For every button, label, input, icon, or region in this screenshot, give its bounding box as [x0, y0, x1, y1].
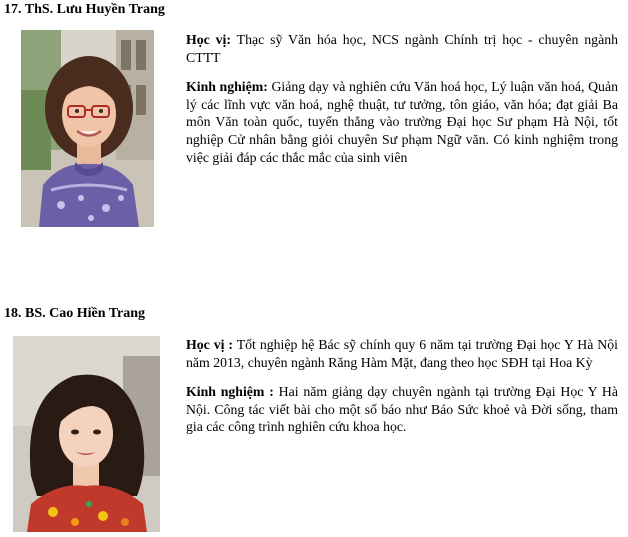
experience-paragraph — [186, 78, 618, 166]
degree-paragraph — [186, 336, 618, 371]
experience-text: Giảng dạy và nghiên cứu Văn hoá học, Lý luận văn hoá, Quản lý các lĩnh vực văn hoá, nghệ thuật, tư tưởng, tôn giáo, văn hóa; đạt giải Ba môn Văn toàn quốc, tuyển thẳng vào trường Đại học Sư phạm Hà Nội, tốt nghiệp Cử nhân bằng giỏi chuyên Sư phạm Ngữ văn. Có kinh nghiệm trong việc giải đáp các thắc mắc của sinh viên — [186, 79, 618, 165]
degree-label: Học vị : — [186, 337, 234, 352]
degree-label: Học vị: — [186, 32, 231, 47]
degree-text: Tốt nghiệp hệ Bác sỹ chính quy 6 năm tại trường Đại học Y Hà Nội năm 2013, chuyên ngành Răng Hàm Mặt, đang theo học SĐH tại Hoa Kỳ — [186, 337, 618, 370]
profile-photo — [13, 336, 160, 532]
experience-label: Kinh nghiệm : — [186, 384, 274, 400]
experience-label: Kinh nghiệm: — [186, 79, 268, 95]
profile-photo — [21, 30, 154, 227]
portrait-illustration — [21, 30, 154, 227]
degree-paragraph — [186, 31, 618, 66]
experience-text: Hai năm giảng dạy chuyên ngành tại trường Đại Học Y Hà Nội. Công tác viết bài cho một số báo như Báo Sức khoẻ và Đời sống, tham gia các công trình nghiên cứu khoa học. — [186, 384, 618, 435]
degree-text: Thạc sỹ Văn hóa học, NCS ngành Chính trị học - chuyên ngành CTTT — [186, 32, 619, 65]
profile-heading: 17. ThS. Lưu Huyền Trang — [4, 2, 165, 17]
experience-paragraph — [186, 383, 618, 436]
portrait-illustration — [13, 336, 160, 532]
profile-info — [186, 336, 618, 448]
profile-info — [186, 31, 618, 178]
profile-heading: 18. BS. Cao Hiền Trang — [4, 306, 146, 321]
